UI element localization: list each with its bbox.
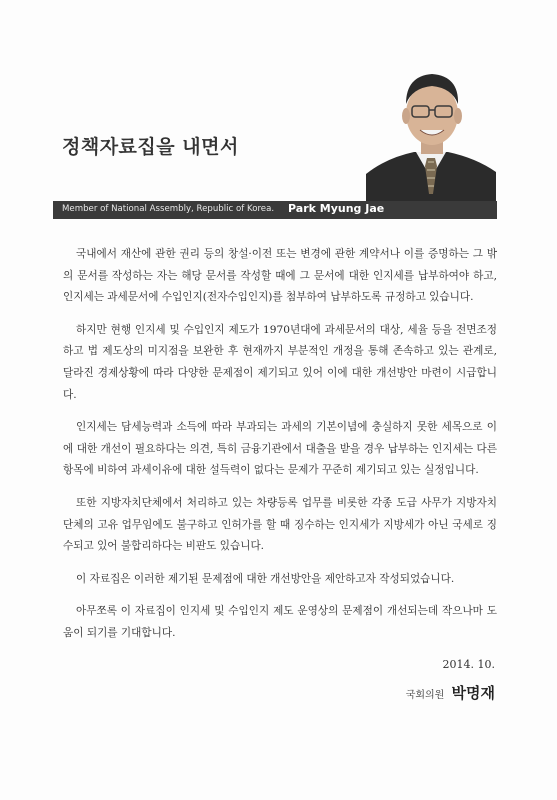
paragraph: 국내에서 재산에 관한 권리 등의 창설·이전 또는 변경에 관한 계약서나 이를 증명하는 그 밖의 문서를 작성하는 자는 해당 문서를 작성할 때에 그 문서에 대한 인지세를 납부하여야 하고, 인지세는 과세문서에 수입인지(전자수입인지)를 첨부하여 납부하도록 규정하고 있습니다. (63, 248, 497, 304)
signature (406, 682, 495, 703)
paragraph: 이 자료집은 이러한 제기된 문제점에 대한 개선방안을 제안하고자 작성되었습니다. (76, 572, 455, 585)
banner-role: Member of National Assembly, Republic of Korea. (62, 204, 275, 214)
member-banner (53, 201, 497, 219)
page-title: 정책자료집을 내면서 (62, 136, 239, 158)
portrait-icon (366, 62, 496, 202)
preface-body (63, 244, 497, 656)
paragraph: 아무쪼록 이 자료집이 인지세 및 수입인지 제도 운영상의 문제점이 개선되는데 작으나마 도움이 되기를 기대합니다. (63, 605, 497, 639)
paragraph: 인지세는 담세능력과 소득에 따라 부과되는 과세의 기본이념에 충실하지 못한 세목으로 이에 대한 개선이 필요하다는 의견, 특히 금융기관에서 대출을 받을 경우 납부하는 인지세는 다른 항목에 비하여 과세이유에 대한 설득력이 없다는 문제가 꾸준히 제기되고 있는 실정입니다. (63, 421, 497, 477)
publication-date: 2014. 10. (442, 658, 495, 671)
portrait-photo (366, 62, 496, 202)
banner-name: Park Myung Jae (288, 202, 385, 215)
paragraph: 하지만 현행 인지세 및 수입인지 제도가 1970년대에 과세문서의 대상, 세율 등을 전면조정하고 법 제도상의 미지점을 보완한 후 현재까지 부분적인 개정을 통해 존속하고 있는 관계로, 달라진 경제상황에 따라 다양한 문제점이 제기되고 있어 이에 대한 개선방안 마련이 시급합니다. (63, 323, 497, 401)
paragraph: 또한 지방자치단체에서 처리하고 있는 차량등록 업무를 비롯한 각종 도급 사무가 지방자치단체의 고유 업무임에도 불구하고 인허가를 할 때 징수하는 인지세가 지방세가 아닌 국세로 징수되고 있어 불합리하다는 비판도 있습니다. (63, 496, 497, 553)
signature-position: 국회의원 (405, 690, 445, 701)
signature-name: 박명재 (451, 684, 495, 702)
